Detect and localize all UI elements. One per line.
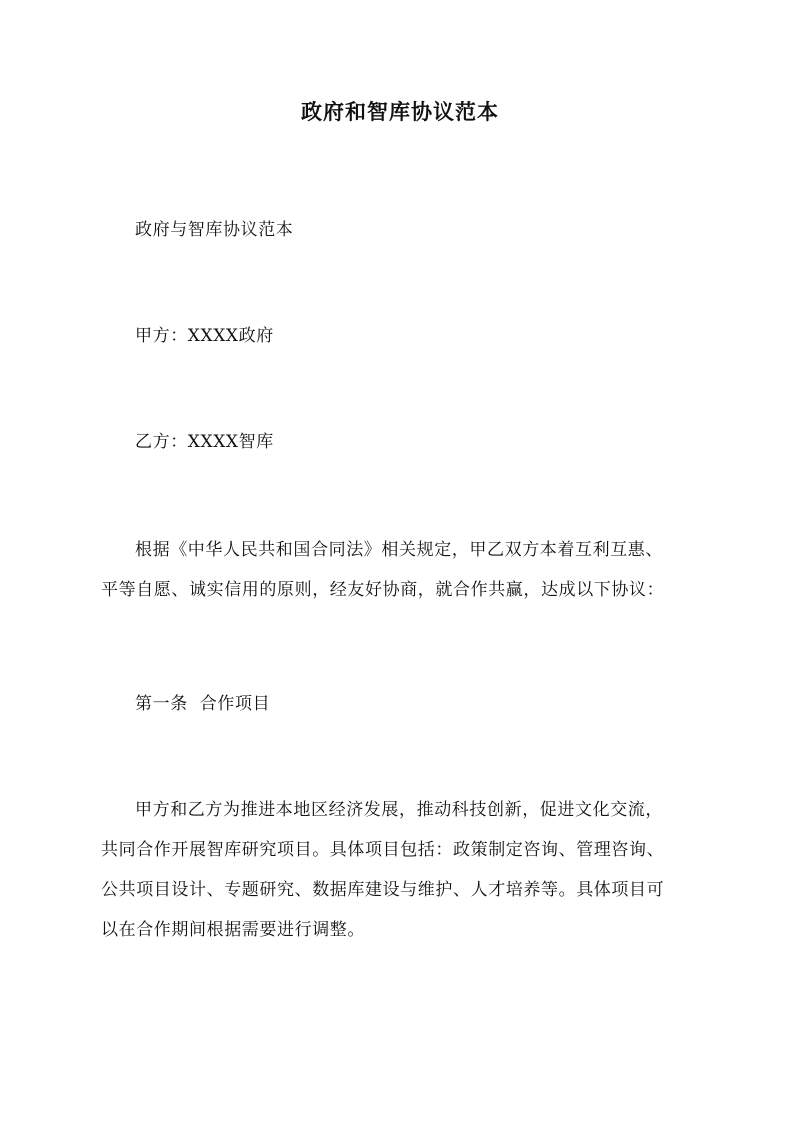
party-b <box>101 422 701 462</box>
article1-line: 以在合作期间根据需要进行调整。 <box>101 920 365 940</box>
document-title: 政府和智库协议范本 <box>301 99 499 124</box>
party-a-text: 甲方：XXXX政府 <box>135 326 274 346</box>
document-subtitle <box>101 210 701 250</box>
article1-line: 共同合作开展智库研究项目。具体项目包括：政策制定咨询、管理咨询、 <box>101 840 665 860</box>
subtitle-text: 政府与智库协议范本 <box>135 220 294 240</box>
party-a <box>101 316 701 356</box>
article1-heading-text: 第一条 合作项目 <box>135 694 271 714</box>
article1-line: 甲方和乙方为推进本地区经济发展，推动科技创新，促进文化交流， <box>135 800 663 820</box>
preamble-line: 平等自愿、诚实信用的原则，经友好协商，就合作共赢，达成以下协议： <box>101 580 665 600</box>
preamble-line: 根据《中华人民共和国合同法》相关规定，甲乙双方本着互利互惠、 <box>135 540 663 560</box>
preamble-paragraph <box>101 530 701 610</box>
article1-line: 公共项目设计、专题研究、数据库建设与维护、人才培养等。具体项目可 <box>101 880 665 900</box>
article1-heading <box>101 684 701 724</box>
article1-body <box>101 790 701 950</box>
party-b-text: 乙方：XXXX智库 <box>135 432 274 452</box>
